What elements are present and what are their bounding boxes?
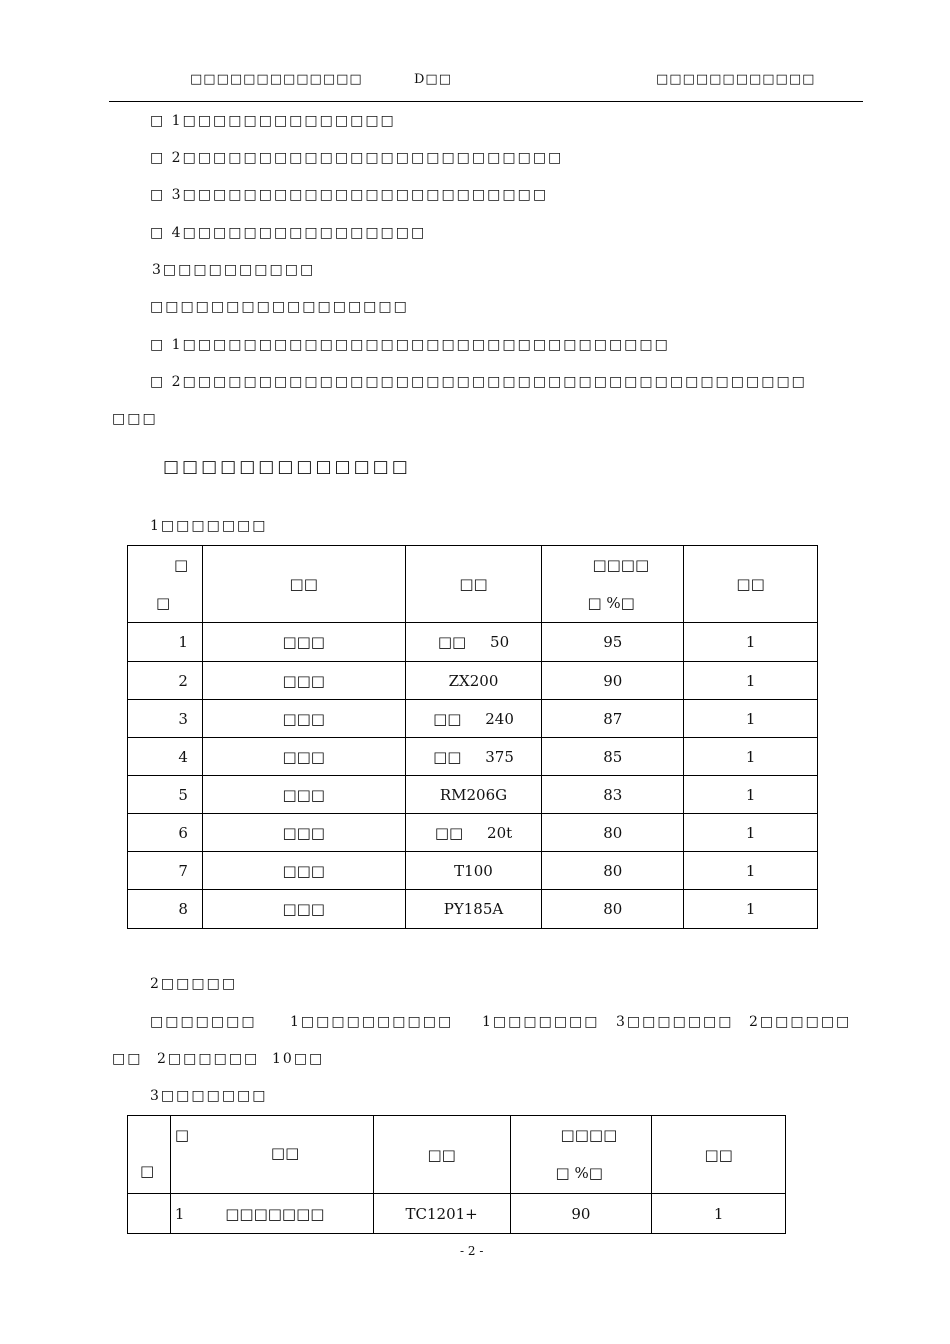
cell-rate: 80 bbox=[542, 814, 684, 852]
cell-name: □□□ bbox=[202, 814, 405, 852]
cell-no: 8 bbox=[128, 890, 203, 929]
cell-qty: 1 bbox=[684, 852, 818, 890]
paragraph: □□□ bbox=[112, 411, 158, 427]
header-cell-rate: □□□□ □ %□ bbox=[510, 1116, 652, 1194]
cell-rate: 83 bbox=[542, 776, 684, 814]
header-cell-name: □□ bbox=[202, 546, 405, 623]
table-row bbox=[128, 738, 818, 776]
cell-name bbox=[170, 1194, 373, 1234]
inline-text: 2□□□□□□ bbox=[749, 1014, 852, 1030]
inline-text: 1□□□□□□□□□□ bbox=[290, 1014, 454, 1030]
inline-text: 10□□ bbox=[272, 1051, 325, 1067]
cell-model: RM206G bbox=[405, 776, 542, 814]
header-center: D□□ bbox=[414, 72, 452, 87]
page-number: - 2 - bbox=[460, 1244, 484, 1258]
header-cell-model: □□ bbox=[373, 1116, 510, 1194]
cell-name: □□□ bbox=[202, 623, 405, 662]
paragraph: □ 1□□□□□□□□□□□□□□□□□□□□□□□□□□□□□□□□ bbox=[150, 337, 670, 353]
cell-name: □□□ bbox=[202, 890, 405, 929]
header-cell-model: □□ bbox=[405, 546, 542, 623]
cell-model: ZX200 bbox=[405, 662, 542, 700]
cell-no: 4 bbox=[128, 738, 203, 776]
paragraph: □ 1□□□□□□□□□□□□□□ bbox=[150, 113, 396, 129]
paragraph: □ 4□□□□□□□□□□□□□□□□ bbox=[150, 225, 427, 241]
cell-rate: 80 bbox=[542, 890, 684, 929]
equipment-table bbox=[127, 545, 818, 929]
table-header-row bbox=[128, 546, 818, 623]
cell-model: T100 bbox=[405, 852, 542, 890]
header-cell-qty: □□ bbox=[652, 1116, 786, 1194]
table-row bbox=[128, 700, 818, 738]
table-row bbox=[128, 814, 818, 852]
table-row bbox=[128, 623, 818, 662]
cell-no: 7 bbox=[128, 852, 203, 890]
cell-qty: 1 bbox=[684, 738, 818, 776]
header-left: □□□□□□□□□□□□□ bbox=[190, 72, 363, 87]
cell-rate: 85 bbox=[542, 738, 684, 776]
cell-rate: 90 bbox=[542, 662, 684, 700]
cell-model: □□ 20t bbox=[405, 814, 542, 852]
cell-no: 1 bbox=[128, 623, 203, 662]
cell-rate: 90 bbox=[510, 1194, 652, 1234]
cell-no: 5 bbox=[128, 776, 203, 814]
cell-rate: 80 bbox=[542, 852, 684, 890]
cell-name: □□□ bbox=[202, 738, 405, 776]
cell-no: 3 bbox=[128, 700, 203, 738]
cell-name: □□□ bbox=[202, 776, 405, 814]
cell-rate: 87 bbox=[542, 700, 684, 738]
header-cell-name: □ □□ bbox=[170, 1116, 373, 1194]
cell-no: 6 bbox=[128, 814, 203, 852]
cell-model: PY185A bbox=[405, 890, 542, 929]
inline-text: □□□□□□□ bbox=[150, 1014, 257, 1030]
paragraph: □□□□□□□□□□□□□□□□□ bbox=[150, 299, 409, 315]
header-cell-no: □ bbox=[128, 1116, 171, 1194]
section-title: □□□□□□□□□□□□□ bbox=[163, 457, 411, 477]
cell-qty: 1 bbox=[684, 700, 818, 738]
header-cell-no: □ □ bbox=[128, 546, 203, 623]
cell-name-text: □□□□□□□ bbox=[225, 1204, 325, 1223]
cell-model: □□ 375 bbox=[405, 738, 542, 776]
paragraph: □ 2□□□□□□□□□□□□□□□□□□□□□□□□□□□□□□□□□□□□□□□□□ bbox=[150, 374, 807, 390]
cell-model: TC1201+ bbox=[373, 1194, 510, 1234]
cell-qty: 1 bbox=[684, 623, 818, 662]
cell-qty: 1 bbox=[684, 776, 818, 814]
cell-empty bbox=[128, 1194, 171, 1234]
cell-no: 1 bbox=[174, 1204, 185, 1223]
cell-rate: 95 bbox=[542, 623, 684, 662]
cell-qty: 1 bbox=[684, 662, 818, 700]
cell-name: □□□ bbox=[202, 852, 405, 890]
header-right: □□□□□□□□□□□□ bbox=[656, 72, 816, 87]
vehicle-table bbox=[127, 1115, 786, 1234]
cell-name: □□□ bbox=[202, 662, 405, 700]
cell-no: 2 bbox=[128, 662, 203, 700]
paragraph: □ 3□□□□□□□□□□□□□□□□□□□□□□□□ bbox=[150, 187, 549, 203]
cell-qty: 1 bbox=[684, 814, 818, 852]
paragraph: 3□□□□□□□□□□ bbox=[152, 262, 316, 278]
header-cell-qty: □□ bbox=[684, 546, 818, 623]
table-row bbox=[128, 852, 818, 890]
paragraph: □ 2□□□□□□□□□□□□□□□□□□□□□□□□□ bbox=[150, 150, 564, 166]
inline-text: □□ bbox=[112, 1051, 143, 1067]
table-row bbox=[128, 776, 818, 814]
inline-text: 3□□□□□□□ bbox=[616, 1014, 734, 1030]
inline-text: 1□□□□□□□ bbox=[482, 1014, 600, 1030]
table-row bbox=[128, 1194, 786, 1234]
subheading-2: 2□□□□□ bbox=[150, 976, 238, 992]
table-header-row bbox=[128, 1116, 786, 1194]
cell-model: □□ 240 bbox=[405, 700, 542, 738]
cell-name: □□□ bbox=[202, 700, 405, 738]
cell-qty: 1 bbox=[652, 1194, 786, 1234]
inline-text: 2□□□□□□ bbox=[157, 1051, 260, 1067]
table-row bbox=[128, 890, 818, 929]
cell-model: □□ 50 bbox=[405, 623, 542, 662]
cell-qty: 1 bbox=[684, 890, 818, 929]
subheading-3: 3□□□□□□□ bbox=[150, 1088, 268, 1104]
subheading-1: 1□□□□□□□ bbox=[150, 518, 268, 534]
header-rule bbox=[109, 101, 863, 102]
header-cell-rate: □□□□ □ %□ bbox=[542, 546, 684, 623]
table-row bbox=[128, 662, 818, 700]
